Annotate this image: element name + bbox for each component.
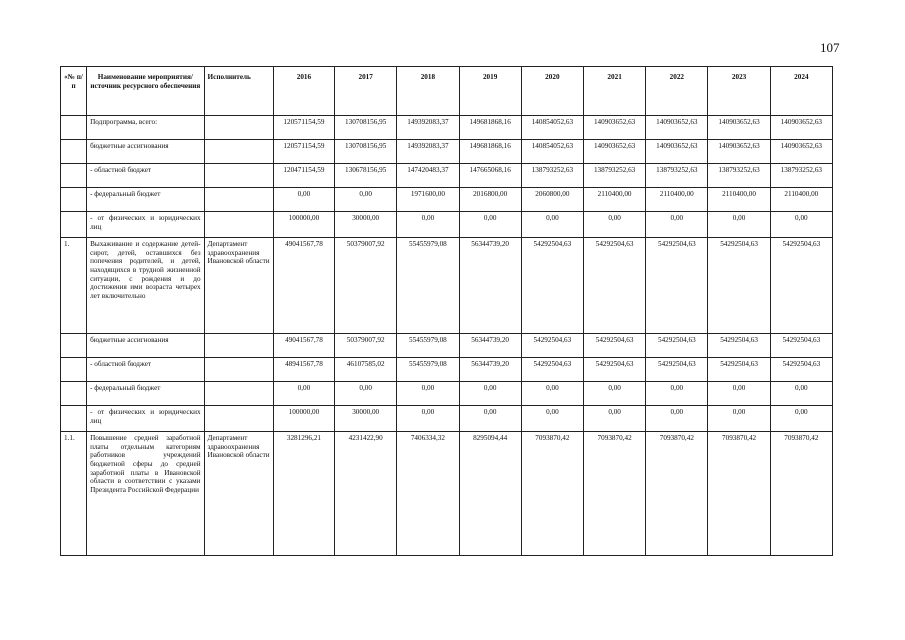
row-executor [204,116,273,140]
table-row [61,382,833,406]
amount-cell: 7093870,42 [521,432,583,556]
table-row [61,116,833,140]
amount-cell: 7093870,42 [646,432,708,556]
amount-cell: 140903652,63 [583,116,645,140]
amount-cell: 2110400,00 [583,188,645,212]
amount-cell: 140854052,63 [521,116,583,140]
amount-cell: 120471154,59 [273,164,334,188]
table-row [61,238,833,334]
amount-cell: 120571154,59 [273,140,334,164]
header-year: 2019 [459,67,521,116]
table-row [61,212,833,238]
amount-cell: 2110400,00 [646,188,708,212]
row-name: Повышение средней заработной платы отдельным категориям работников учреждений бюджетной сферы до средней заработной платы в Ивановской области в соответствии с указами Президента Российской Федерации [87,432,204,556]
row-name: Подпрограмма, всего: [87,116,204,140]
row-executor [204,334,273,358]
row-executor [204,406,273,432]
amount-cell: 149681868,16 [459,116,521,140]
amount-cell: 0,00 [646,212,708,238]
amount-cell: 54292504,63 [521,358,583,382]
amount-cell: 138793252,63 [646,164,708,188]
amount-cell: 149681868,16 [459,140,521,164]
amount-cell: 2016800,00 [459,188,521,212]
amount-cell: 0,00 [521,382,583,406]
amount-cell: 140903652,63 [708,116,770,140]
amount-cell: 7093870,42 [770,432,832,556]
amount-cell: 56344739,20 [459,238,521,334]
header-name: Наименование мероприятия/источник ресурсного обеспечения [87,67,204,116]
table-row [61,432,833,556]
row-executor [204,382,273,406]
amount-cell: 0,00 [335,188,397,212]
amount-cell: 54292504,63 [583,334,645,358]
amount-cell: 30000,00 [335,212,397,238]
amount-cell: 0,00 [459,406,521,432]
row-number [61,116,87,140]
header-year: 2022 [646,67,708,116]
amount-cell: 0,00 [583,212,645,238]
budget-table [60,66,833,556]
amount-cell: 56344739,20 [459,334,521,358]
amount-cell: 50379007,92 [335,334,397,358]
amount-cell: 55455979,08 [397,358,459,382]
amount-cell: 54292504,63 [770,238,832,334]
row-name: - областной бюджет [87,358,204,382]
row-name: - федеральный бюджет [87,188,204,212]
header-year: 2020 [521,67,583,116]
amount-cell: 130708156,95 [335,140,397,164]
row-executor [204,140,273,164]
amount-cell: 56344739,20 [459,358,521,382]
row-executor: Департамент здравоохранения Ивановской области [204,432,273,556]
amount-cell: 0,00 [770,382,832,406]
row-name: - от физических и юридических лиц [87,406,204,432]
row-number: 1.1. [61,432,87,556]
amount-cell: 0,00 [708,382,770,406]
row-name: - от физических и юридических лиц [87,212,204,238]
row-number [61,382,87,406]
table-row [61,140,833,164]
row-name: бюджетные ассигнования [87,334,204,358]
amount-cell: 4231422,90 [335,432,397,556]
amount-cell: 140903652,63 [646,140,708,164]
row-executor [204,212,273,238]
amount-cell: 46107585,02 [335,358,397,382]
row-name: бюджетные ассигнования [87,140,204,164]
amount-cell: 0,00 [397,212,459,238]
amount-cell: 8295094,44 [459,432,521,556]
amount-cell: 140903652,63 [708,140,770,164]
amount-cell: 0,00 [583,382,645,406]
amount-cell: 140903652,63 [770,140,832,164]
row-number [61,212,87,238]
amount-cell: 55455979,08 [397,334,459,358]
amount-cell: 0,00 [521,212,583,238]
amount-cell: 49041567,78 [273,238,334,334]
amount-cell: 120571154,59 [273,116,334,140]
amount-cell: 0,00 [708,212,770,238]
row-number: 1. [61,238,87,334]
header-year: 2021 [583,67,645,116]
amount-cell: 49041567,78 [273,334,334,358]
header-num: «№ п/п [61,67,87,116]
amount-cell: 149392083,37 [397,116,459,140]
table-row [61,334,833,358]
amount-cell: 3281296,21 [273,432,334,556]
amount-cell: 100000,00 [273,212,334,238]
amount-cell: 130678156,95 [335,164,397,188]
amount-cell: 0,00 [583,406,645,432]
amount-cell: 30000,00 [335,406,397,432]
row-number [61,358,87,382]
table-row [61,358,833,382]
amount-cell: 0,00 [459,382,521,406]
amount-cell: 54292504,63 [770,334,832,358]
row-number [61,334,87,358]
amount-cell: 55455979,08 [397,238,459,334]
amount-cell: 54292504,63 [708,358,770,382]
table-row [61,164,833,188]
amount-cell: 138793252,63 [583,164,645,188]
amount-cell: 54292504,63 [521,334,583,358]
amount-cell: 54292504,63 [646,238,708,334]
header-year: 2023 [708,67,770,116]
amount-cell: 54292504,63 [770,358,832,382]
amount-cell: 50379007,92 [335,238,397,334]
table-row [61,406,833,432]
amount-cell: 0,00 [770,406,832,432]
amount-cell: 0,00 [335,382,397,406]
amount-cell: 48941567,78 [273,358,334,382]
header-row [61,67,833,116]
amount-cell: 100000,00 [273,406,334,432]
amount-cell: 0,00 [273,188,334,212]
amount-cell: 147420483,37 [397,164,459,188]
table-row [61,188,833,212]
amount-cell: 138793252,63 [770,164,832,188]
amount-cell: 54292504,63 [646,334,708,358]
row-number [61,164,87,188]
amount-cell: 2110400,00 [708,188,770,212]
amount-cell: 7406334,32 [397,432,459,556]
row-executor [204,358,273,382]
amount-cell: 140903652,63 [770,116,832,140]
amount-cell: 54292504,63 [583,358,645,382]
amount-cell: 149392083,37 [397,140,459,164]
header-year: 2024 [770,67,832,116]
header-year: 2018 [397,67,459,116]
amount-cell: 138793252,63 [708,164,770,188]
page-number: 107 [820,40,840,55]
amount-cell: 0,00 [397,382,459,406]
amount-cell: 138793252,63 [521,164,583,188]
amount-cell: 1971600,00 [397,188,459,212]
header-year: 2016 [273,67,334,116]
amount-cell: 140903652,63 [583,140,645,164]
row-executor: Департамент здравоохранения Ивановской области [204,238,273,334]
amount-cell: 0,00 [708,406,770,432]
row-name: - федеральный бюджет [87,382,204,406]
row-number [61,140,87,164]
amount-cell: 54292504,63 [708,334,770,358]
amount-cell: 147665068,16 [459,164,521,188]
amount-cell: 0,00 [397,406,459,432]
amount-cell: 54292504,63 [708,238,770,334]
row-name: Выхаживание и содержание детей-сирот, детей, оставшихся без попечения родителей, и детей, находящихся в трудной жизненной ситуации, с рождения и до достижения ими возраста четырех лет включительно [87,238,204,334]
amount-cell: 0,00 [273,382,334,406]
amount-cell: 0,00 [646,406,708,432]
amount-cell: 54292504,63 [583,238,645,334]
header-executor: Исполнитель [204,67,273,116]
amount-cell: 7093870,42 [583,432,645,556]
amount-cell: 7093870,42 [708,432,770,556]
amount-cell: 54292504,63 [521,238,583,334]
amount-cell: 130708156,95 [335,116,397,140]
row-number [61,406,87,432]
amount-cell: 2060800,00 [521,188,583,212]
amount-cell: 54292504,63 [646,358,708,382]
amount-cell: 2110400,00 [770,188,832,212]
amount-cell: 140854052,63 [521,140,583,164]
amount-cell: 0,00 [459,212,521,238]
header-year: 2017 [335,67,397,116]
row-name: - областной бюджет [87,164,204,188]
row-number [61,188,87,212]
amount-cell: 0,00 [770,212,832,238]
amount-cell: 0,00 [521,406,583,432]
amount-cell: 0,00 [646,382,708,406]
row-executor [204,164,273,188]
row-executor [204,188,273,212]
amount-cell: 140903652,63 [646,116,708,140]
